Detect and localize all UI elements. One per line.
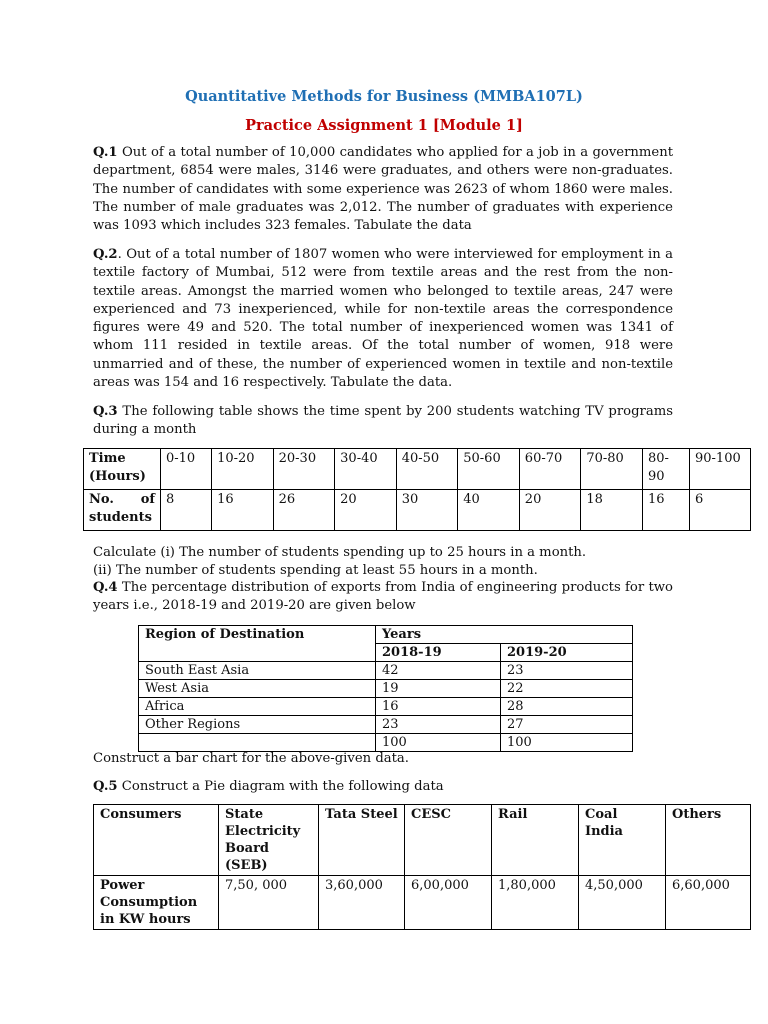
question-5 — [93, 778, 444, 796]
tv-time-table — [83, 448, 751, 531]
question-5-text: Construct a Pie diagram with the following data — [117, 779, 444, 794]
question-1-text: Out of a total number of 10,000 candidates who applied for a job in a government department, 6854 were males, 3146 were graduates, and others were non-graduates. The number of candidates with some experience was 2623 of whom 1860 were males. The number of male graduates was 2,012. The number of graduates with experience was 1093 which includes 323 females. Tabulate the data — [93, 145, 673, 234]
exports-table — [138, 625, 633, 752]
count-cell: 16 — [643, 490, 690, 531]
course-title: Quantitative Methods for Business (MMBA107L) — [185, 88, 583, 105]
count-cell: 6 — [690, 490, 751, 531]
question-4-text: The percentage distribution of exports from India of engineering products for two years i.e., 2018-19 and 2019-20 are given below — [93, 580, 673, 614]
value-cell: 42 — [376, 662, 501, 680]
value-cell: 28 — [501, 698, 633, 716]
question-2-text: . Out of a total number of 1807 women who were interviewed for employment in a textile factory of Mumbai, 512 were from textile areas and the rest from the non-textile areas. Amongst the married women who belonged to textile areas, 247 were experienced and 73 inexperienced, while for non-textile areas the correspondence figures were 49 and 520. The total number of inexperienced women was 1341 of whom 111 resided in textile areas. Of the total number of women, 918 were unmarried and of these, the number of experienced women in textile and non-textile areas was 154 and 16 respectively. Tabulate the data. — [93, 247, 673, 391]
year-header: 2019-20 — [501, 644, 633, 662]
value-cell: 22 — [501, 680, 633, 698]
region-cell: West Asia — [139, 680, 376, 698]
value-cell: 7,50, 000 — [219, 876, 319, 930]
table-row — [139, 698, 633, 716]
count-cell: 40 — [458, 490, 520, 531]
value-cell: 16 — [376, 698, 501, 716]
interval-cell: 10-20 — [212, 449, 274, 490]
cesc-header: CESC — [405, 805, 492, 876]
time-header-line: Time — [89, 451, 126, 466]
interval-cell: 70-80 — [581, 449, 643, 490]
of-word: of — [140, 492, 155, 507]
students-header — [84, 490, 161, 531]
count-cell: 26 — [273, 490, 335, 531]
table-row — [94, 805, 751, 876]
year-header: 2018-19 — [376, 644, 501, 662]
region-cell — [139, 734, 376, 752]
value-cell: 1,80,000 — [492, 876, 579, 930]
question-2-label: Q.2 — [93, 247, 118, 262]
region-cell: South East Asia — [139, 662, 376, 680]
question-2 — [93, 246, 673, 392]
interval-cell: 40-50 — [396, 449, 458, 490]
value-cell: 6,60,000 — [666, 876, 751, 930]
no-word: No. — [89, 492, 114, 507]
students-word: students — [89, 510, 152, 525]
question-3-text: The following table shows the time spent by 200 students watching TV programs during a month — [93, 404, 673, 438]
interval-cell: 20-30 — [273, 449, 335, 490]
label-line: in KW hours — [100, 912, 191, 927]
question-3 — [93, 403, 673, 440]
table-row — [139, 680, 633, 698]
count-cell: 18 — [581, 490, 643, 531]
table-row — [139, 716, 633, 734]
interval-cell: 30-40 — [335, 449, 397, 490]
total-cell: 100 — [376, 734, 501, 752]
q3-calc-2: (ii) The number of students spending at least 55 hours in a month. — [93, 563, 538, 578]
seb-line: Electricity — [225, 824, 301, 839]
interval-line: 90 — [648, 469, 665, 484]
seb-line: State — [225, 807, 264, 822]
value-cell: 23 — [376, 716, 501, 734]
question-4 — [93, 579, 673, 616]
rail-header: Rail — [492, 805, 579, 876]
table-row — [139, 662, 633, 680]
power-consumption-table — [93, 804, 751, 930]
question-1 — [93, 144, 673, 235]
value-cell: 3,60,000 — [319, 876, 405, 930]
label-line: Power — [100, 878, 145, 893]
consumers-header: Consumers — [94, 805, 219, 876]
table-row — [84, 449, 751, 490]
value-cell: 27 — [501, 716, 633, 734]
value-cell: 23 — [501, 662, 633, 680]
seb-header — [219, 805, 319, 876]
question-1-label: Q.1 — [93, 145, 118, 160]
table-row — [94, 876, 751, 930]
q3-calc-1: Calculate (i) The number of students spending up to 25 hours in a month. — [93, 545, 587, 560]
interval-cell: 0-10 — [161, 449, 212, 490]
others-header: Others — [666, 805, 751, 876]
count-cell: 20 — [519, 490, 581, 531]
students-header-line — [89, 491, 155, 509]
interval-cell: 60-70 — [519, 449, 581, 490]
count-cell: 30 — [396, 490, 458, 531]
value-cell: 4,50,000 — [579, 876, 666, 930]
years-header: Years — [376, 626, 633, 644]
region-cell: Other Regions — [139, 716, 376, 734]
interval-cell: 90-100 — [690, 449, 751, 490]
seb-line: Board — [225, 841, 270, 856]
value-cell: 19 — [376, 680, 501, 698]
hours-header-line: (Hours) — [89, 469, 146, 484]
interval-cell: 50-60 — [458, 449, 520, 490]
interval-line: 80- — [648, 451, 669, 466]
value-cell: 6,00,000 — [405, 876, 492, 930]
assignment-title: Practice Assignment 1 [Module 1] — [245, 117, 523, 134]
count-cell: 8 — [161, 490, 212, 531]
table-row — [139, 734, 633, 752]
tata-steel-header: Tata Steel — [319, 805, 405, 876]
coal-india-header: Coal India — [579, 805, 666, 876]
table-row — [139, 626, 633, 644]
total-cell: 100 — [501, 734, 633, 752]
question-4-label: Q.4 — [93, 580, 118, 595]
time-hours-header — [84, 449, 161, 490]
count-cell: 16 — [212, 490, 274, 531]
power-consumption-label — [94, 876, 219, 930]
interval-cell — [643, 449, 690, 490]
count-cell: 20 — [335, 490, 397, 531]
q4-instruction: Construct a bar chart for the above-given data. — [93, 751, 409, 766]
region-cell: Africa — [139, 698, 376, 716]
table-row — [84, 490, 751, 531]
label-line: Consumption — [100, 895, 198, 910]
region-header: Region of Destination — [139, 626, 376, 662]
question-5-label: Q.5 — [93, 779, 118, 794]
seb-line: (SEB) — [225, 858, 268, 873]
question-3-label: Q.3 — [93, 404, 118, 419]
